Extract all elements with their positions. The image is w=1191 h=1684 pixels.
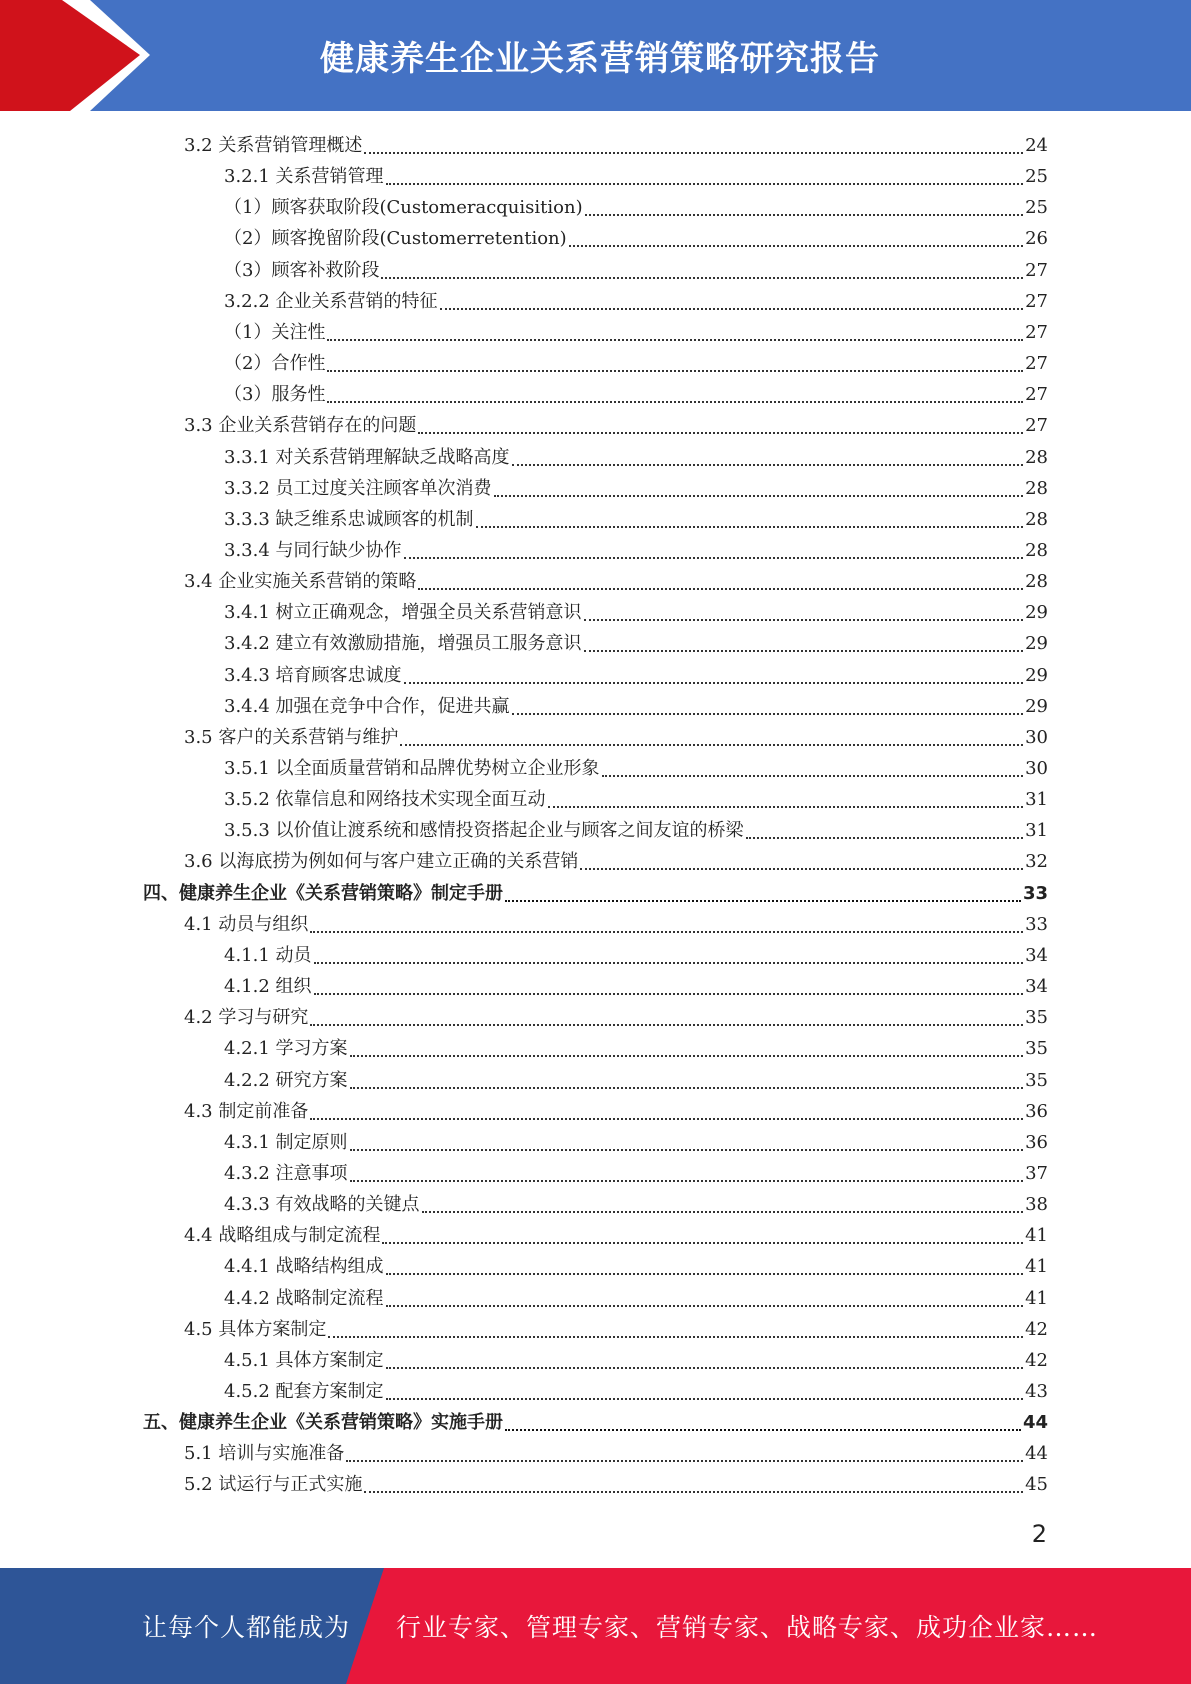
- toc-entry: [224, 501, 1048, 532]
- toc-entry-label: 五、健康养生企业《关系营销策略》实施手册: [143, 1412, 503, 1434]
- toc-entry-page: 29: [1025, 664, 1048, 686]
- toc-entry: [224, 812, 1048, 843]
- toc-entry-label: 4.1 动员与组织: [184, 913, 309, 935]
- toc-entry-label: 4.1.1 动员: [224, 944, 312, 966]
- toc-entry-label: 4.3.1 制定原则: [224, 1131, 348, 1153]
- toc-entry: [224, 252, 1048, 283]
- toc-entry: [224, 376, 1048, 407]
- toc-entry-label: （2）合作性: [224, 353, 326, 375]
- toc-entry-page: 33: [1025, 913, 1048, 935]
- toc-entry-page: 29: [1025, 695, 1048, 717]
- toc-entry: [224, 1062, 1048, 1093]
- toc-entry-label: 5.2 试运行与正式实施: [184, 1474, 363, 1496]
- toc-dot-leader: [314, 977, 1024, 995]
- toc-dot-leader: [505, 1413, 1021, 1431]
- toc-dot-leader: [350, 1071, 1024, 1089]
- toc-entry: [184, 719, 1048, 750]
- toc-entry-page: 27: [1025, 321, 1048, 343]
- toc-entry-page: 27: [1025, 415, 1048, 437]
- toc-entry-label: 4.4.1 战略结构组成: [224, 1256, 384, 1278]
- toc-entry: [184, 563, 1048, 594]
- toc-entry: [224, 1280, 1048, 1311]
- toc-entry-page: 42: [1025, 1349, 1048, 1371]
- toc-dot-leader: [584, 634, 1024, 652]
- toc-entry-page: 34: [1025, 976, 1048, 998]
- toc-entry: [224, 688, 1048, 719]
- toc-entry-page: 30: [1025, 758, 1048, 779]
- page-footer: [0, 1568, 1191, 1684]
- toc-dot-leader: [505, 884, 1021, 902]
- toc-entry-label: 3.5.3 以价值让渡系统和感情投资搭起企业与顾客之间友谊的桥梁: [224, 820, 744, 842]
- toc-dot-leader: [386, 1382, 1024, 1400]
- toc-dot-leader: [310, 1102, 1023, 1120]
- toc-entry: [224, 532, 1048, 563]
- toc-entry-label: 4.2.1 学习方案: [224, 1038, 348, 1060]
- toc-entry-page: 31: [1025, 820, 1048, 842]
- toc-dot-leader: [494, 479, 1024, 497]
- toc-dot-leader: [404, 666, 1024, 684]
- toc-entry: [184, 1466, 1048, 1497]
- toc-entry-label: 3.4.4 加强在竞争中合作，促进共赢: [224, 695, 510, 717]
- page-number: 2: [1031, 1520, 1047, 1548]
- toc-entry: [224, 625, 1048, 656]
- toc-entry-label: 3.5.2 依靠信息和网络技术实现全面互动: [224, 789, 546, 811]
- toc-entry-page: 35: [1025, 1069, 1048, 1091]
- toc-dot-leader: [327, 323, 1023, 341]
- toc-entry-page: 44: [1022, 1412, 1048, 1434]
- toc-dot-leader: [381, 261, 1023, 279]
- toc-entry: [224, 781, 1048, 812]
- toc-entry-label: 3.3.4 与同行缺少协作: [224, 539, 402, 561]
- toc-entry-label: 4.5.1 具体方案制定: [224, 1349, 384, 1371]
- toc-entry: [224, 1155, 1048, 1186]
- toc-dot-leader: [418, 416, 1023, 434]
- toc-entry-label: 3.3.3 缺乏维系忠诚顾客的机制: [224, 508, 474, 530]
- toc-dot-leader: [404, 541, 1024, 559]
- toc-entry-label: （3）顾客补救阶段: [224, 259, 380, 281]
- toc-entry-page: 41: [1025, 1225, 1048, 1247]
- toc-entry-page: 24: [1025, 135, 1048, 156]
- toc-entry-label: （3）服务性: [224, 384, 326, 406]
- toc-entry: [224, 750, 1048, 781]
- toc-entry-label: 3.4.1 树立正确观念，增强全员关系营销意识: [224, 602, 582, 624]
- toc-dot-leader: [310, 1008, 1023, 1026]
- toc-entry-label: 3.4.3 培育顾客忠诚度: [224, 664, 402, 686]
- toc-entry-label: 3.3.2 员工过度关注顾客单次消费: [224, 477, 492, 499]
- toc-entry-label: 4.2 学习与研究: [184, 1007, 309, 1029]
- toc-dot-leader: [585, 198, 1024, 216]
- toc-entry: [184, 999, 1048, 1030]
- toc-entry: [224, 1342, 1048, 1373]
- toc-entry-page: 44: [1025, 1443, 1048, 1465]
- toc-dot-leader: [350, 1133, 1024, 1151]
- toc-entry: [224, 470, 1048, 501]
- toc-entry-page: 37: [1025, 1162, 1048, 1184]
- toc-entry-label: 4.5 具体方案制定: [184, 1318, 327, 1340]
- toc-dot-leader: [512, 697, 1024, 715]
- toc-dot-leader: [400, 728, 1023, 746]
- toc-entry: [184, 1217, 1048, 1248]
- toc-entry-page: 34: [1025, 944, 1048, 966]
- toc-entry: [184, 1093, 1048, 1124]
- toc-dot-leader: [314, 946, 1024, 964]
- toc-dot-leader: [602, 759, 1024, 777]
- toc-entry: [224, 1248, 1048, 1279]
- toc-entry: [224, 937, 1048, 968]
- toc-entry-page: 42: [1025, 1318, 1048, 1340]
- toc-entry-page: 28: [1025, 446, 1048, 468]
- toc-entry-page: 28: [1025, 508, 1048, 530]
- toc-entry: [184, 906, 1048, 937]
- toc-entry-page: 27: [1025, 259, 1048, 281]
- toc-dot-leader: [476, 510, 1024, 528]
- toc-entry-label: 3.5 客户的关系营销与维护: [184, 726, 399, 748]
- toc-entry-label: 4.3 制定前准备: [184, 1100, 309, 1122]
- toc-entry-label: （2）顾客挽留阶段(Customerretention): [224, 228, 567, 250]
- toc-entry-page: 28: [1025, 477, 1048, 499]
- toc-entry: [224, 189, 1048, 220]
- toc-dot-leader: [382, 1226, 1023, 1244]
- toc-entry-label: 3.5.1 以全面质量营销和品牌优势树立企业形象: [224, 758, 600, 779]
- toc-dot-leader: [418, 572, 1023, 590]
- toc-entry-page: 28: [1025, 539, 1048, 561]
- document-title: 健康养生企业关系营销策略研究报告: [320, 39, 880, 79]
- toc-entry: [224, 345, 1048, 376]
- toc-entry-page: 32: [1025, 851, 1048, 873]
- toc-entry: [184, 127, 1048, 158]
- toc-dot-leader: [386, 1351, 1024, 1369]
- toc-entry: [224, 158, 1048, 189]
- toc-dot-leader: [746, 821, 1024, 839]
- toc-entry-page: 30: [1025, 726, 1048, 748]
- toc-entry-page: 29: [1025, 633, 1048, 655]
- toc-dot-leader: [440, 292, 1024, 310]
- toc-entry: [224, 968, 1048, 999]
- toc-entry-page: 35: [1025, 1007, 1048, 1029]
- toc-entry: [184, 407, 1048, 438]
- toc-entry: [224, 657, 1048, 688]
- toc-dot-leader: [569, 229, 1023, 247]
- toc-entry-label: 4.4.2 战略制定流程: [224, 1287, 384, 1309]
- toc-dot-leader: [327, 354, 1023, 372]
- toc-entry-label: 3.2 关系营销管理概述: [184, 135, 363, 156]
- toc-entry-page: 28: [1025, 571, 1048, 593]
- toc-entry-label: 3.3 企业关系营销存在的问题: [184, 415, 417, 437]
- toc-dot-leader: [386, 167, 1024, 185]
- toc-entry-label: 4.5.2 配套方案制定: [224, 1381, 384, 1402]
- toc-entry-label: 4.2.2 研究方案: [224, 1069, 348, 1091]
- toc-entry-label: 3.3.1 对关系营销理解缺乏战略高度: [224, 446, 510, 468]
- toc-entry-label: 3.2.1 关系营销管理: [224, 166, 384, 188]
- toc-entry: [224, 283, 1048, 314]
- toc-entry-label: 3.4 企业实施关系营销的策略: [184, 571, 417, 593]
- toc-entry-page: 27: [1025, 353, 1048, 375]
- toc-dot-leader: [346, 1444, 1023, 1462]
- toc-entry: [184, 1435, 1048, 1466]
- toc-dot-leader: [350, 1039, 1024, 1057]
- toc-entry-label: 四、健康养生企业《关系营销策略》制定手册: [143, 882, 503, 904]
- toc-dot-leader: [328, 1320, 1023, 1338]
- toc-entry: [224, 1373, 1048, 1404]
- toc-entry-page: 43: [1025, 1381, 1048, 1402]
- toc-dot-leader: [548, 790, 1024, 808]
- toc-entry-label: 4.3.3 有效战略的关键点: [224, 1194, 420, 1216]
- toc-entry-label: 5.1 培训与实施准备: [184, 1443, 345, 1465]
- toc-entry-page: 36: [1025, 1131, 1048, 1153]
- toc-entry-page: 45: [1025, 1474, 1048, 1496]
- toc-chapter-entry: [143, 1404, 1048, 1435]
- toc-dot-leader: [584, 603, 1024, 621]
- toc-entry-page: 31: [1025, 789, 1048, 811]
- toc-entry-label: （1）顾客获取阶段(Customeracquisition): [224, 197, 583, 219]
- toc-entry: [224, 439, 1048, 470]
- toc-entry: [224, 1124, 1048, 1155]
- toc-dot-leader: [310, 915, 1023, 933]
- toc-entry-label: （1）关注性: [224, 321, 326, 343]
- toc-dot-leader: [364, 1475, 1023, 1493]
- footer-slogan-right: 行业专家、管理专家、营销专家、战略专家、成功企业家……: [396, 1613, 1099, 1642]
- toc-entry-label: 3.6 以海底捞为例如何与客户建立正确的关系营销: [184, 851, 579, 873]
- toc-entry-page: 25: [1025, 197, 1048, 219]
- toc-dot-leader: [364, 136, 1023, 154]
- toc-entry-page: 41: [1025, 1287, 1048, 1309]
- toc-dot-leader: [327, 385, 1023, 403]
- toc-entry-page: 36: [1025, 1100, 1048, 1122]
- toc-chapter-entry: [143, 875, 1048, 906]
- toc-dot-leader: [386, 1289, 1024, 1307]
- toc-entry: [184, 843, 1048, 874]
- toc-entry-page: 41: [1025, 1256, 1048, 1278]
- toc-entry-label: 4.1.2 组织: [224, 976, 312, 998]
- toc-dot-leader: [350, 1164, 1024, 1182]
- toc-entry-label: 3.2.2 企业关系营销的特征: [224, 290, 438, 312]
- toc-dot-leader: [512, 448, 1024, 466]
- toc-dot-leader: [580, 852, 1023, 870]
- toc-dot-leader: [386, 1257, 1024, 1275]
- page-header: [0, 0, 1191, 111]
- toc-entry-page: 35: [1025, 1038, 1048, 1060]
- toc-entry: [224, 1186, 1048, 1217]
- toc-entry-page: 38: [1025, 1194, 1048, 1216]
- toc-entry-page: 33: [1022, 882, 1048, 904]
- toc-entry-page: 25: [1025, 166, 1048, 188]
- toc-entry: [224, 1030, 1048, 1061]
- toc-entry-label: 4.4 战略组成与制定流程: [184, 1225, 381, 1247]
- footer-slogan-left: 让每个人都能成为: [142, 1613, 351, 1642]
- toc-dot-leader: [422, 1195, 1024, 1213]
- toc-entry-page: 27: [1025, 384, 1048, 406]
- toc-entry: [224, 220, 1048, 251]
- toc-entry-label: 3.4.2 建立有效激励措施，增强员工服务意识: [224, 633, 582, 655]
- toc-entry: [224, 594, 1048, 625]
- toc-entry: [224, 314, 1048, 345]
- toc-entry-page: 26: [1025, 228, 1048, 250]
- toc-entry-label: 4.3.2 注意事项: [224, 1162, 348, 1184]
- toc-entry-page: 27: [1025, 290, 1048, 312]
- toc-entry: [184, 1311, 1048, 1342]
- toc-entry-page: 29: [1025, 602, 1048, 624]
